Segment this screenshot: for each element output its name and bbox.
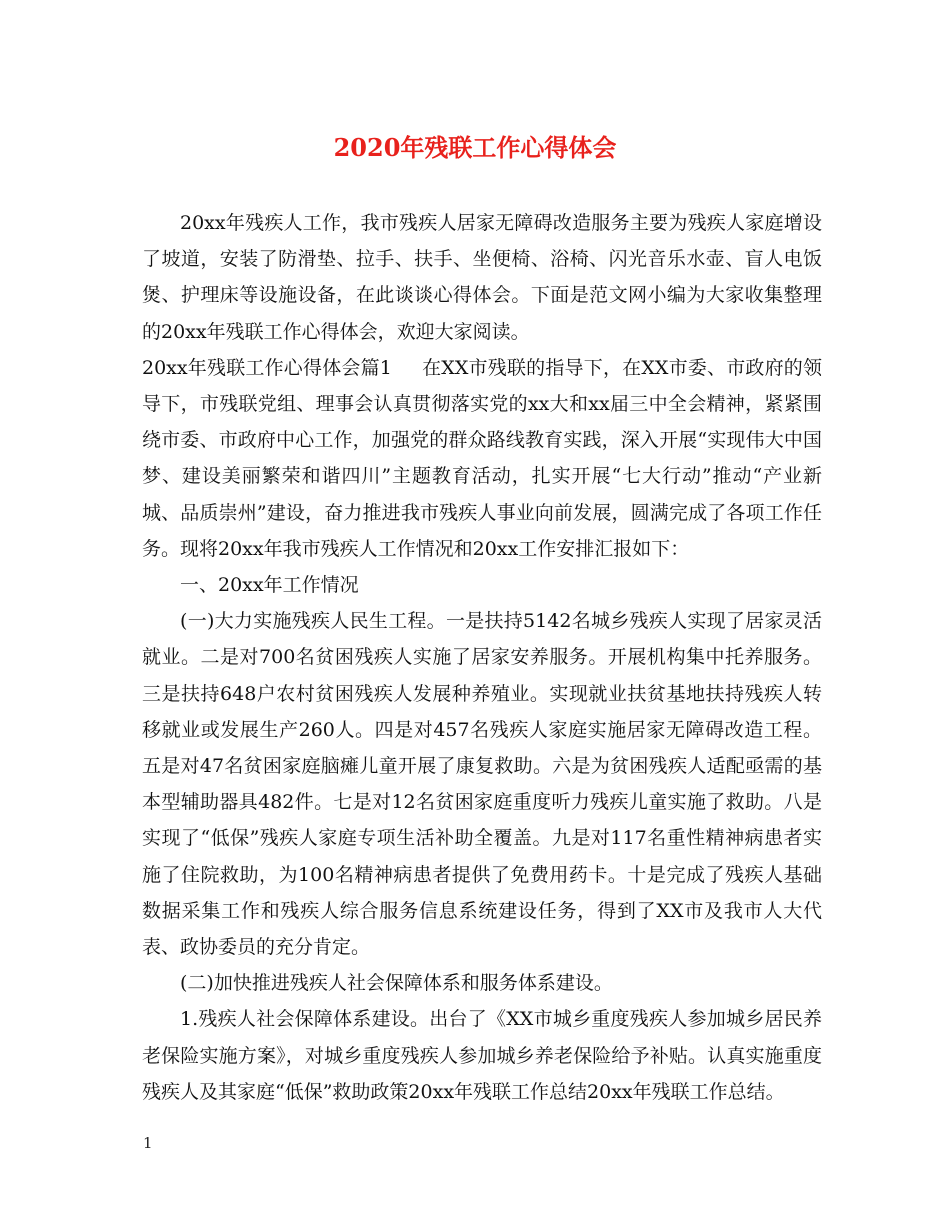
article-heading: 20xx年残联工作心得体会篇1 [142,356,392,379]
item-paragraph-2-1: 1.残疾人社会保障体系建设。出台了《XX市城乡重度残疾人参加城乡居民养老保险实施方案》，对城乡重度残疾人参加城乡养老保险给予补贴。认真实施重度残疾人及其家庭“低保”救助政策20xx年残联工作总结20xx年残联工作总结。 [142,1008,822,1103]
item-paragraph-2: (二)加快推进残疾人社会保障体系和服务体系建设。 [180,972,613,995]
intro-paragraph: 20xx年残疾人工作，我市残疾人居家无障碍改造服务主要为残疾人家庭增设了坡道，安装了防滑垫、拉手、扶手、坐便椅、浴椅、闪光音乐水壶、盲人电饭煲、护理床等设施设备，在此谈谈心得体会。下面是范文网小编为大家收集整理的20xx年残联工作心得体会，欢迎大家阅读。 [142,212,822,343]
page-number: 1 [143,1134,153,1152]
article-body: 在XX市残联的指导下，在XX市委、市政府的领导下，市残联党组、理事会认真贯彻落实党的xx大和xx届三中全会精神，紧紧围绕市委、市政府中心工作，加强党的群众路线教育实践，深入开展“实现伟大中国梦、建设美丽繁荣和谐四川”主题教育活动，扎实开展“七大行动”推动“产业新城、品质崇州”建设，奋力推进我市残疾人事业向前发展，圆满完成了各项工作任务。现将20xx年我市残疾人工作情况和20xx工作安排汇报如下： [142,356,823,560]
section-heading: 一、20xx年工作情况 [180,574,359,597]
document-body [142,205,822,1110]
document-title: 2020年残联工作心得体会 [333,133,617,162]
item-paragraph-1: (一)大力实施残疾人民生工程。一是扶持5142名城乡残疾人实现了居家灵活就业。二是对700名贫困残疾人实施了居家安养服务。开展机构集中托养服务。三是扶持648户农村贫困残疾人发展种养殖业。实现就业扶贫基地扶持残疾人转移就业或发展生产260人。四是对457名残疾人家庭实施居家无障碍改造工程。五是对47名贫困家庭脑瘫儿童开展了康复救助。六是为贫困残疾人适配亟需的基本型辅助器具482件。七是对12名贫困家庭重度听力残疾儿童实施了救助。八是实现了“低保”残疾人家庭专项生活补助全覆盖。九是对117名重性精神病患者实施了住院救助，为100名精神病患者提供了免费用药卡。十是完成了残疾人基础数据采集工作和残疾人综合服务信息系统建设任务，得到了XX市及我市人大代表、政协委员的充分肯定。 [142,610,822,959]
article-paragraph [142,350,822,567]
